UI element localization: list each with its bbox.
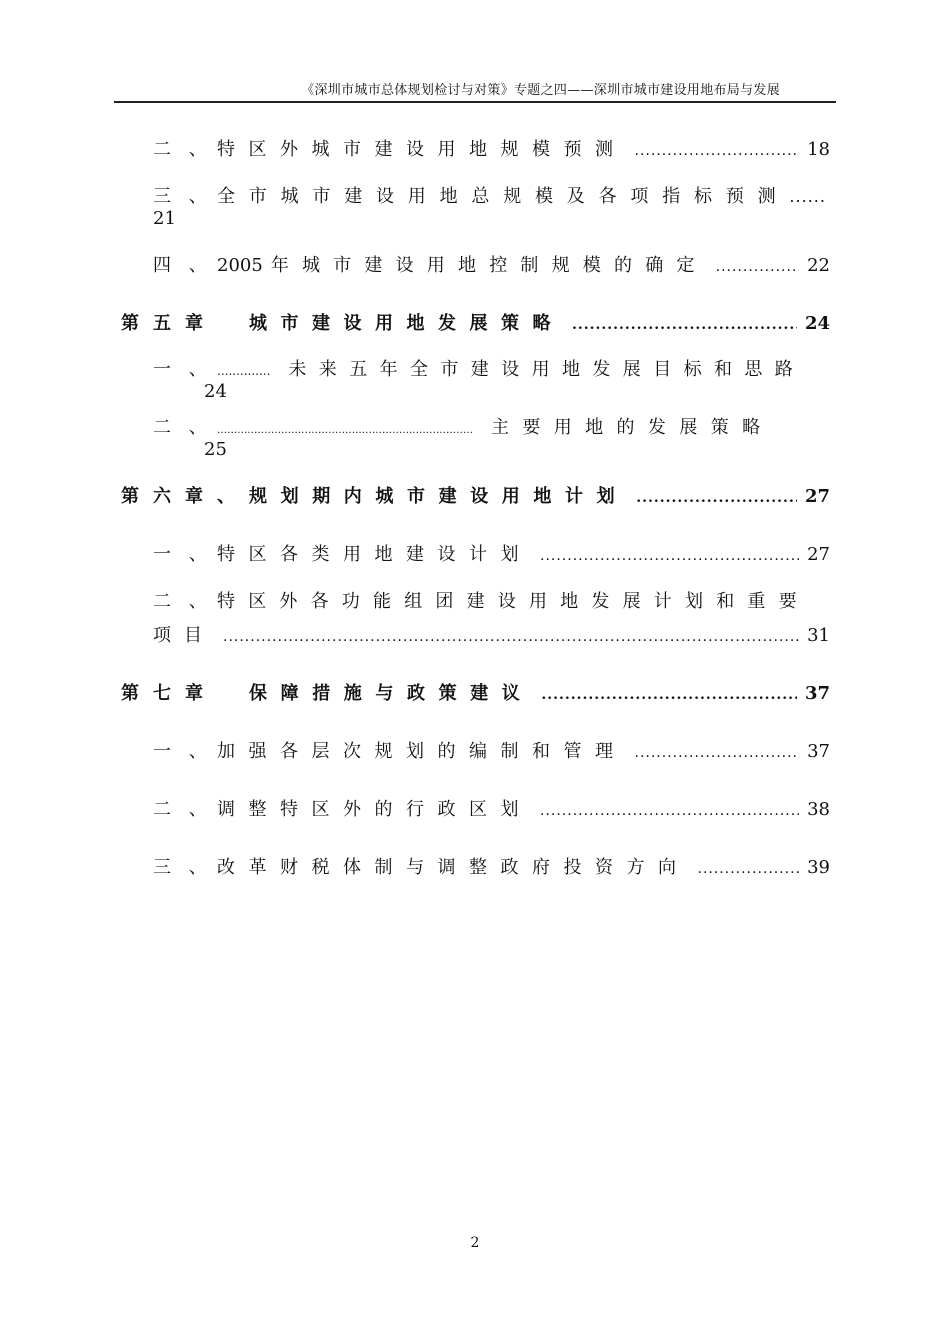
toc-leader-dots: .............. [217, 364, 271, 378]
toc-entry-number: 一 、 [153, 359, 213, 380]
toc-leader-dots [635, 140, 800, 162]
toc-entry[interactable] [153, 591, 830, 613]
toc-leader-dots [636, 487, 797, 509]
toc-entry-number: 一 、 [153, 544, 213, 565]
toc-entry-title: 改革财税体制与调整政府投资方向 [217, 857, 690, 878]
toc-entry-title: 调整特区外的行政区划 [217, 799, 532, 820]
toc-chapter-page: 24 [804, 313, 830, 334]
toc-entry-page: 18 [807, 139, 830, 160]
toc-entry-number: 二 、 [153, 799, 213, 820]
toc-entry[interactable] [153, 359, 830, 382]
toc-entry-page: 24 [204, 381, 227, 402]
toc-chapter-number: 第五章 [121, 313, 217, 334]
toc-entry-number: 二 、 [153, 417, 213, 438]
toc-entry-title: 特区外各功能组团建设用地发展计划和重要 [217, 591, 810, 612]
toc-entry-page: 25 [204, 439, 227, 460]
toc-entry-page: 22 [807, 255, 830, 276]
toc-entry[interactable] [153, 139, 830, 162]
toc-chapter-number: 第六章、 [121, 486, 249, 507]
toc-chapter-title: 城市建设用地发展策略 [249, 313, 564, 334]
toc-entry-page: 31 [807, 625, 830, 646]
toc-chapter-number: 第七章 [121, 683, 217, 704]
toc-entry-number: 二 、 [153, 139, 213, 160]
toc-chapter-page: 37 [804, 683, 830, 704]
toc-entry-title: 全市城市建设用地总规模及各项指标预测 [217, 186, 790, 207]
toc-entry-number: 三 、 [153, 186, 213, 207]
toc-entry-number: 二 、 [153, 591, 213, 612]
toc-entry[interactable] [153, 255, 830, 278]
toc-entry-title: 年城市建设用地控制规模的确定 [270, 255, 708, 276]
page-number: 2 [470, 1235, 480, 1251]
toc-entry-page: 21 [153, 208, 176, 229]
toc-leader-dots [223, 626, 799, 648]
toc-chapter-title: 保障措施与政策建议 [249, 683, 534, 704]
toc-entry-title: 特区外城市建设用地规模预测 [217, 139, 627, 160]
toc-entry[interactable] [153, 544, 830, 567]
toc-entry-year: 2005 [217, 255, 263, 276]
toc-leader-dots [540, 800, 799, 822]
toc-entry-title: 未来五年全市建设用地发展目标和思路 [288, 359, 806, 380]
toc-chapter[interactable] [121, 683, 830, 706]
toc-chapter[interactable] [121, 313, 830, 336]
toc-leader-dots: ............................................................................ [217, 424, 473, 436]
toc-entry[interactable] [153, 857, 830, 880]
toc-entry-page: 27 [807, 544, 830, 565]
toc-entry-page: 38 [807, 799, 830, 820]
toc-entry-number: 一 、 [153, 741, 213, 762]
toc-chapter-title: 规划期内城市建设用地计划 [249, 486, 629, 507]
toc-entry-page: 39 [807, 857, 830, 878]
toc-entry-title-cont: 项目 [153, 625, 215, 646]
toc-leader-dots [540, 545, 799, 567]
toc-entry-page: 37 [807, 741, 830, 762]
toc-entry-title: 加强各层次规划的编制和管理 [217, 741, 627, 762]
header-title: 《深圳市城市总体规划检讨与对策》专题之四——深圳市城市建设用地布局与发展 [301, 83, 780, 98]
toc-chapter-page: 27 [804, 486, 830, 507]
toc-leader-dots [541, 684, 797, 706]
toc-entry[interactable] [153, 741, 830, 764]
toc-leader-dots [572, 314, 797, 336]
toc-leader-dots [635, 742, 800, 764]
toc-chapter[interactable] [121, 486, 830, 509]
toc-entry-title: 特区各类用地建设计划 [217, 544, 532, 565]
toc-entry[interactable] [153, 799, 830, 822]
toc-entry-title: 主要用地的发展策略 [490, 417, 774, 438]
toc-entry-continuation[interactable] [153, 625, 830, 648]
toc-entry-number: 四 、 [153, 255, 213, 276]
toc-leader-dots [698, 858, 800, 880]
toc-entry-number: 三 、 [153, 857, 213, 878]
toc-leader-dots [716, 256, 799, 278]
toc-entry[interactable] [153, 417, 830, 441]
toc-leader-dots: ...... [789, 187, 826, 206]
toc-entry[interactable] [153, 186, 830, 208]
